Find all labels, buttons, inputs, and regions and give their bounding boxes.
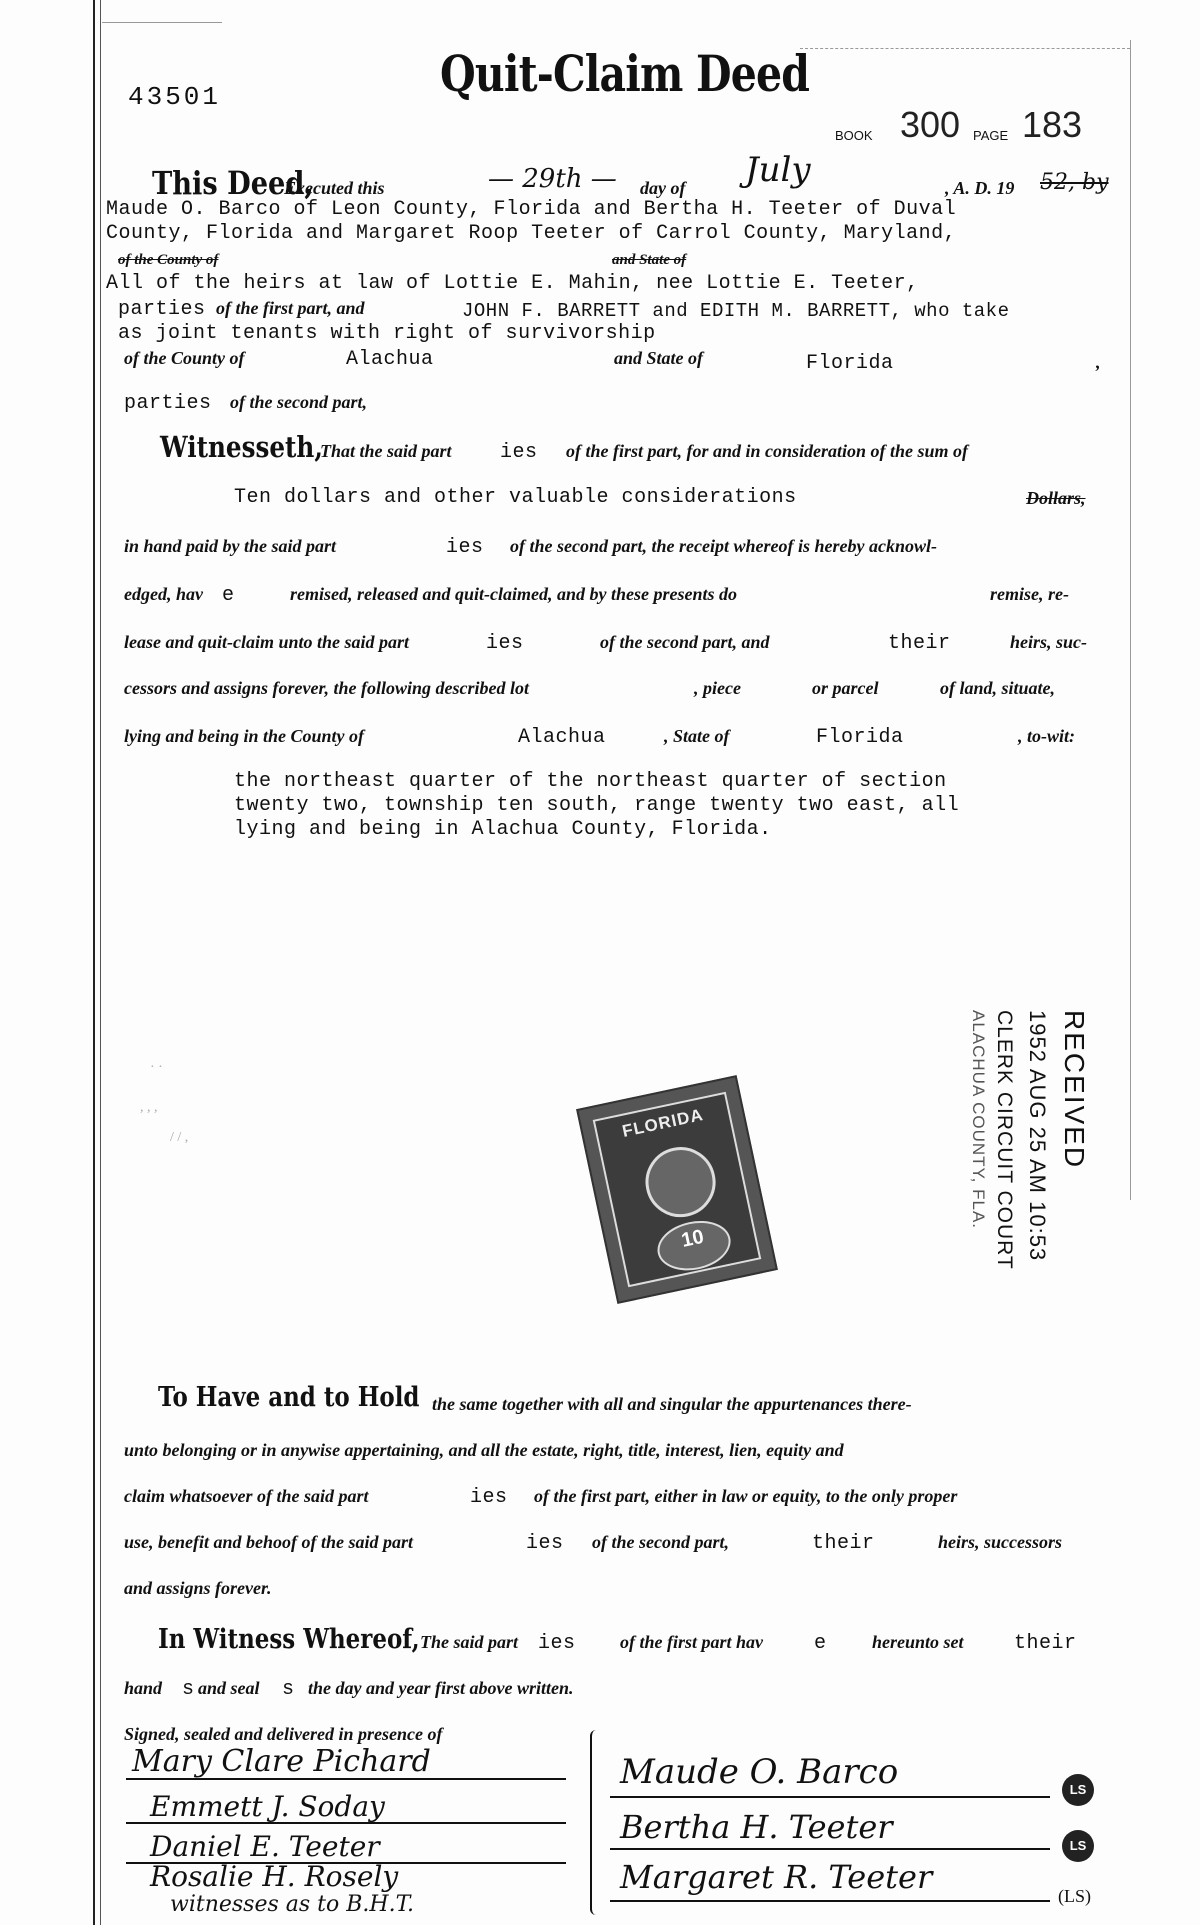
legal-description-2: twenty two, township ten south, range twenty two east, all (234, 794, 960, 817)
ies-fill-4: ies (470, 1486, 508, 1509)
witnesseth-line-3a: in hand paid by the said part (124, 536, 337, 556)
document-number: 43501 (128, 82, 222, 112)
signature-line-2 (610, 1848, 1050, 1850)
ies-fill: ies (500, 441, 538, 464)
grantor-line-2: County, Florida and Margaret Roop Teeter of Carrol County, Maryland, (106, 222, 957, 245)
grantor-signature-1: Maude O. Barco (620, 1752, 899, 1792)
day-of-label: day of (640, 178, 686, 198)
testimonium-line-2c: the day and year first above written. (308, 1678, 574, 1698)
signed-in-presence-label: Signed, sealed and delivered in presence of (124, 1724, 443, 1744)
witnesseth-line-4a: edged, hav (124, 584, 203, 604)
habendum-line-4a: use, benefit and behoof of the said part (124, 1532, 414, 1552)
grantees-line-2: as joint tenants with right of survivorship (118, 322, 656, 345)
witness-signature-2: Emmett J. Soday (150, 1790, 385, 1823)
book-label: BOOK (835, 128, 873, 143)
this-deed-heading: This Deed, (152, 164, 314, 202)
witnesseth-line-5b: of the second part, and (600, 632, 770, 652)
habendum-line-3a: claim whatsoever of the said part (124, 1486, 369, 1506)
witness-signature-4: Rosalie H. Rosely (150, 1860, 399, 1893)
ies-fill-2: ies (446, 536, 484, 559)
stamp-value: 10 (653, 1215, 735, 1277)
received-date: 1952 AUG 25 AM 10:53 (1025, 1010, 1050, 1262)
witness-line-1 (126, 1778, 566, 1780)
witnesseth-line-6a: cessors and assigns forever, the following described lot (124, 678, 530, 698)
handwritten-day: — 29th — (488, 164, 617, 194)
received-county: ALACHUA COUNTY, FLA. (969, 1010, 988, 1230)
top-rule (102, 22, 222, 23)
witnesseth-line-7c: , to-wit: (1018, 726, 1075, 746)
second-part-label: of the second part, (230, 392, 367, 412)
testimonium-line-1a: The said part (420, 1632, 519, 1652)
dollars-struck: Dollars, (1026, 488, 1086, 508)
habendum-line-2: unto belonging or in anywise appertaining, and all the estate, right, title, interest, lien, equity and (124, 1440, 844, 1460)
parties-second-label: parties (124, 392, 212, 415)
witness-signature-3: Daniel E. Teeter (150, 1830, 380, 1863)
have-e-fill: e (222, 584, 235, 607)
struck-state-label: and State of (612, 252, 687, 268)
received-stamp (940, 1010, 1100, 1270)
grantor-line-3: All of the heirs at law of Lottie E. Mahin, nee Lottie E. Teeter, (106, 272, 919, 295)
ls-seal-2: LS (1062, 1830, 1094, 1862)
ies-fill-5: ies (526, 1532, 564, 1555)
witnesseth-line-3b: of the second part, the receipt whereof is hereby acknowl- (510, 536, 937, 556)
their-fill: their (888, 632, 951, 655)
witnesseth-line-7b: , State of (664, 726, 730, 746)
ies-fill-3: ies (486, 632, 524, 655)
testimonium-line-1c: hereunto set (872, 1632, 964, 1652)
left-border-line (93, 0, 95, 1925)
comma: , (1096, 352, 1101, 372)
top-rule-dashed (800, 48, 1130, 49)
hands-s-fill: s (182, 1678, 195, 1701)
testimonium-line-1b: of the first part hav (620, 1632, 764, 1652)
their-fill-3: their (1014, 1632, 1077, 1655)
grantor-signature-3: Margaret R. Teeter (620, 1858, 933, 1896)
witnesseth-line-6c: or parcel (812, 678, 879, 698)
executed-this-label: Executed this (284, 178, 385, 198)
grantor-line-1: Maude O. Barco of Leon County, Florida and Bertha H. Teeter of Duval (106, 198, 957, 221)
their-fill-2: their (812, 1532, 875, 1555)
deed-title: Quit-Claim Deed (440, 44, 810, 103)
ies-fill-6: ies (538, 1632, 576, 1655)
grantor-signature-2: Bertha H. Teeter (620, 1808, 893, 1846)
witnesseth-line-1b: of the first part, for and in consideration of the sum of (566, 441, 969, 461)
consideration-text: Ten dollars and other valuable considerations (234, 486, 797, 509)
witness-line-2 (126, 1822, 566, 1824)
witnesseth-line-4b: remised, released and quit-claimed, and by these presents do (290, 584, 737, 604)
received-office: CLERK CIRCUIT COURT (993, 1010, 1016, 1270)
grantee-state: Florida (806, 352, 894, 375)
witnesseth-line-1a: That the said part (320, 441, 452, 461)
in-witness-whereof-heading: In Witness Whereof, (158, 1624, 420, 1655)
stamp-state-text: FLORIDA (620, 1105, 706, 1141)
have-e-fill-2: e (814, 1632, 827, 1655)
witnesseth-line-5c: heirs, suc- (1010, 632, 1088, 652)
signature-line-1 (610, 1796, 1050, 1798)
and-state-label: and State of (614, 348, 704, 368)
first-part-label: of the first part, and (216, 298, 365, 318)
seals-s-fill: s (282, 1678, 295, 1701)
testimonium-line-2b: and seal (198, 1678, 260, 1698)
habendum-line-3b: of the first part, either in law or equity, to the only proper (534, 1486, 958, 1506)
land-county: Alachua (518, 726, 606, 749)
witnesseth-line-7a: lying and being in the County of (124, 726, 365, 746)
habendum-line-5: and assigns forever. (124, 1578, 272, 1598)
habendum-line-4b: of the second part, (592, 1532, 729, 1552)
handwritten-year: 52, by (1040, 170, 1109, 195)
land-state: Florida (816, 726, 904, 749)
legal-description-3: lying and being in Alachua County, Florida. (234, 818, 772, 841)
signature-line-3 (610, 1900, 1050, 1902)
testimonium-line-2a: hand (124, 1678, 163, 1698)
anno-domini-label: , A. D. 19 (945, 178, 1015, 198)
witness-bracket (590, 1730, 602, 1915)
witnesseth-line-6d: of land, situate, (940, 678, 1056, 698)
book-number: 300 (900, 104, 961, 145)
witness-signature-1: Mary Clare Pichard (132, 1744, 431, 1779)
habendum-line-4c: heirs, successors (938, 1532, 1063, 1552)
to-have-and-to-hold-heading: To Have and to Hold (158, 1382, 420, 1413)
stamp-seal-icon (639, 1141, 722, 1224)
parties-first-label: parties (118, 298, 206, 321)
witnesseth-heading: Witnesseth, (160, 430, 323, 464)
grantee-county: Alachua (346, 348, 434, 371)
witnesseth-line-5a: lease and quit-claim unto the said part (124, 632, 410, 652)
grantees-line: JOHN F. BARRETT and EDITH M. BARRETT, who take (462, 300, 1010, 322)
left-border-line-inner (100, 0, 101, 1925)
ls-seal-1: LS (1062, 1774, 1094, 1806)
witnesseth-line-4c: remise, re- (990, 584, 1069, 604)
witness-note: witnesses as to B.H.T. (170, 1892, 415, 1917)
witnesseth-line-6b: , piece (694, 678, 741, 698)
page-number: 183 (1022, 104, 1083, 145)
faint-embossed-seal: · · , , , / / , (140, 1060, 189, 1145)
habendum-line-1: the same together with all and singular the appurtenances there- (432, 1394, 912, 1414)
ls-seal-3: (LS) (1058, 1886, 1091, 1906)
struck-county-label: of the County of (118, 252, 219, 268)
handwritten-month: July (745, 150, 811, 190)
received-word: RECEIVED (1059, 1010, 1090, 1170)
page-label: PAGE (973, 128, 1009, 143)
legal-description-1: the northeast quarter of the northeast quarter of section (234, 770, 947, 793)
right-border-line (1130, 40, 1131, 1200)
of-county-label: of the County of (124, 348, 245, 368)
documentary-stamp (576, 1075, 778, 1304)
